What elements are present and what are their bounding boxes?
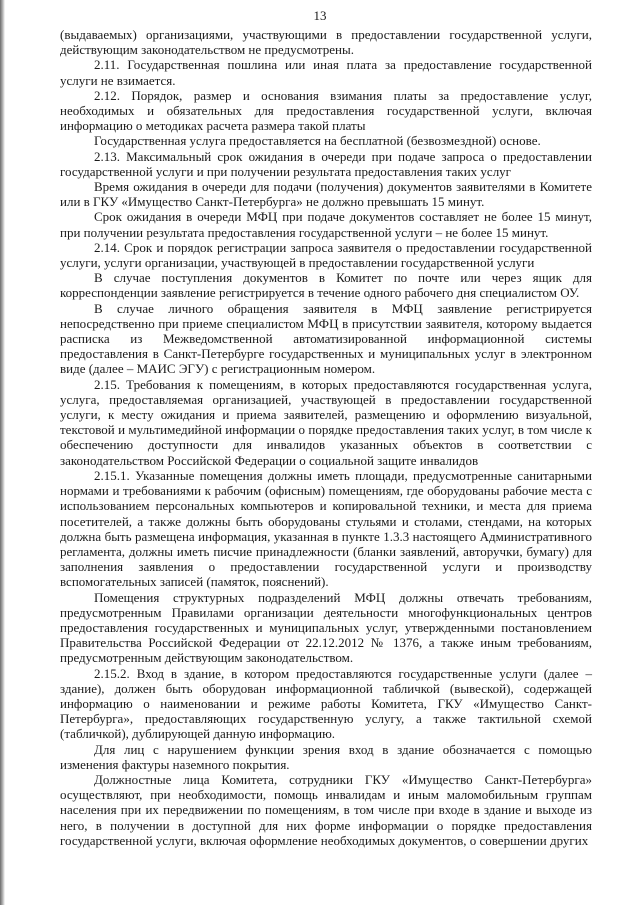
- paragraph-vision: Для лиц с нарушением функции зрения вход в здание обозначается с помощью изменения фактуры наземного покрытия.: [60, 741, 592, 772]
- paragraph-2-14: 2.14. Срок и порядок регистрации запроса заявителя о предоставлении государственной услуги, услуги организации, участвующей в предоставлении государственной услуги: [60, 239, 592, 271]
- paragraph-mfc-rooms: Помещения структурных подразделений МФЦ должны отвечать требованиям, предусмотренным Правилами организации деятельности многофункциональных центров предоставления государственных и муниципальных услуг, утвержденными постановлением Правительства Российской Федерации от 22.12.2012 № 1376, а также иным требованиям, предусмотренным действующим законодательством.: [60, 589, 592, 666]
- paragraph-wait-mfc: Срок ожидания в очереди МФЦ при подаче документов составляет не более 15 минут, при получении результата предоставления государственной услуги – не более 15 минут.: [60, 209, 592, 240]
- page-number: 13: [313, 8, 327, 23]
- document-body: [60, 27, 592, 848]
- paragraph-free-service: Государственная услуга предоставляется на бесплатной (безвозмездной) основе.: [94, 133, 541, 149]
- paragraph-mail: В случае поступления документов в Комитет по почте или через ящик для корреспонденции заявление регистрируется в течение одного рабочего дня специалистом ОУ.: [60, 270, 592, 301]
- paragraph-continuation: (выдаваемых) организациями, участвующими в предоставлении государственной услуги, действующим законодательством не предусмотрены.: [60, 27, 592, 58]
- paragraph-2-12: 2.12. Порядок, размер и основания взимания платы за предоставление услуг, необходимых и обязательных для предоставления государственной услуги, включая информацию о методиках расчета размера такой платы: [60, 87, 592, 134]
- paragraph-2-11: 2.11. Государственная пошлина или иная плата за предоставление государственной услуги не взимается.: [60, 57, 592, 88]
- paragraph-wait-committee: Время ожидания в очереди для подачи (получения) документов заявителями в Комитете или в ГКУ «Имущество Санкт-Петербурга» не должно превышать 15 минут.: [60, 179, 592, 210]
- scan-edge: [0, 0, 5, 905]
- paragraph-2-13: 2.13. Максимальный срок ожидания в очереди при подаче запроса о предоставлении государственной услуги и при получении результата предоставления таких услуг: [60, 148, 592, 179]
- paragraph-2-15: 2.15. Требования к помещениям, в которых предоставляются государственная услуга, услуга, предоставляемая организацией, участвующей в предоставлении государственной услуги, к месту ожидания и приема заявителей, размещению и оформлению визуальной, текстовой и мультимедийной информации о порядке предоставления таких услуг, в том числе к обеспечению доступности для инвалидов указанных объектов в соответствии с законодательством Российской Федерации о социальной защите инвалидов: [60, 376, 592, 468]
- paragraph-2-15-1: 2.15.1. Указанные помещения должны иметь площади, предусмотренные санитарными нормами и требованиями к рабочим (офисным) помещениям, где оборудованы рабочие места с использованием персональных компьютеров и копировальной техники, и места для приема посетителей, а также должны быть оборудованы стульями и столами, стендами, на которых должна быть размещена информация, указанная в пункте 1.3.3 настоящего Административного регламента, должны иметь писчие принадлежности (бланки заявлений, авторучки, бумагу) для заполнения заявления о предоставлении государственной услуги и производству вспомогательных записей (памяток, пояснений).: [60, 467, 592, 590]
- paragraph-officials: Должностные лица Комитета, сотрудники ГКУ «Имущество Санкт-Петербурга» осуществляют, при необходимости, помощь инвалидам и иным маломобильным группам населения при их передвижении по помещениям, в том числе при входе в здание и выходе из него, в получении в доступной для них форме информации о порядке предоставления государственной услуги, включая оформление необходимых документов, о совершении других: [60, 771, 592, 848]
- paragraph-2-15-2: 2.15.2. Вход в здание, в котором предоставляются государственные услуги (далее – здание), должен быть оборудован информационной табличкой (вывеской), содержащей информацию о наименовании и режиме работы Комитета, ГКУ «Имущество Санкт-Петербурга», предоставляющих государственную услугу, а также тактильной схемой (табличкой), дублирующей данную информацию.: [60, 665, 592, 742]
- paragraph-personal-visit: В случае личного обращения заявителя в МФЦ заявление регистрируется непосредственно при приеме специалистом МФЦ в присутствии заявителя, которому выдается расписка из Межведомственной автоматизированной информационной системы предоставления в Санкт-Петербурге государственных и муниципальных услуг в электронном виде (далее – МАИС ЭГУ) с регистрационным номером.: [60, 300, 592, 377]
